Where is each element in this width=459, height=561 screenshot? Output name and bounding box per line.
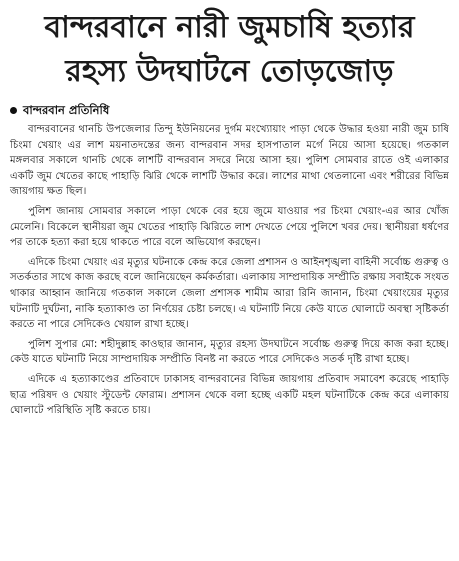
paragraph: এদিকে এ হত্যাকাণ্ডের প্রতিবাদে ঢাকাসহ বান্দরবানের বিভিন্ন জায়গায় প্রতিবাদ সমাবেশ করেছে পাহাড়ি ছাত্র পরিষদ ও খেয়াং স্টুডেন্ট ফোরাম। প্রশাসন থেকে বলা হচ্ছে একটি মহল ঘটনাটিকে কেন্দ্র করে এলাকায় ঘোলাটে পরিস্থিতি সৃষ্টি করতে চায়। [10,373,449,417]
headline [10,6,449,94]
paragraph: বান্দরবানের থানচি উপজেলার তিন্দু ইউনিয়নের দুর্গম মংখ্যোয়াং পাড়া থেকে উদ্ধার হওয়া নারী জুম চাষি চিংমা খেয়াং এর লাশ ময়নাতদন্তের জন্য বান্দরবান সদর হাসপাতাল মর্গে নিয়ে আসা হয়েছে। গতকাল মঙ্গলবার সকালে থানচি থেকে লাশটি বান্দরবান সদরে নিয়ে আসা হয়। পুলিশ সোমবার রাতে ওই এলাকার একটি জুম খেতের কাছে পাহাড়ি ঝিরি থেকে লাশটি উদ্ধার করে। লাশের মাথা থেতলানো এবং শরীরের বিভিন্ন জায়গায় ক্ষত ছিল। [10,124,449,198]
byline-text: বান্দরবান প্রতিনিধি [23,103,110,117]
byline [10,102,449,118]
article-body [10,122,449,419]
headline-line-1: বান্দরবানে নারী জুমচাষি হত্যার [44,10,415,45]
paragraph: পুলিশ সুপার মো: শহীদুল্লাহ কাওছার জানান, মৃত্যুর রহস্য উদঘাটনে সর্বোচ্চ গুরুত্ব দিয়ে কাজ করা হচ্ছে। কেউ যাতে ঘটনাটি নিয়ে সাম্প্রদায়িক সম্প্রীতি বিনষ্ট না করতে পারে সেদিকেও সতর্ক দৃষ্টি রাখা হচ্ছে। [10,338,449,366]
paragraph: এদিকে চিংমা খেয়াং এর মৃত্যুর ঘটনাকে কেন্দ্র করে জেলা প্রশাসন ও আইনশৃঙ্খলা বাহিনী সর্বোচ্চ গুরুত্ব ও সতর্কতার সাথে কাজ করছে বলে জানিয়েছেন কর্মকর্তারা। এলাকায় সাম্প্রদায়িক সম্প্রীতি রক্ষায় সবাইকে সংযত থাকার আহ্বান জানিয়ে গতকাল সকালে জেলা প্রশাসক শামীম আরা রিনি জানান, চিংমা খেয়াংয়ের মৃত্যুর ঘটনাটি দুর্ঘটনা, নাকি হত্যাকাণ্ড তা নির্ণয়ের চেষ্টা চলছে। এ ঘটনাটি নিয়ে কেউ যাতে ঘোলাটে অবস্থা সৃষ্টিকর্তা করতে না পারে সেদিকেও খেয়াল রাখা হচ্ছে। [10,256,449,331]
paragraph: পুলিশ জানায় সোমবার সকালে পাড়া থেকে বের হয়ে জুমে যাওয়ার পর চিংমা খেয়াং-এর আর খোঁজ মেলেনি। বিকেলে স্থানীয়রা জুম খেতের পাহাড়ি ঝিরিতে লাশ দেখতে পেয়ে পুলিশে খবর দেয়। স্থানীয়রা ধর্ষণের পর তাকে হত্যা করা হয়ে থাকতে পারে বলে অভিযোগ করছেন। [10,205,449,249]
bullet-icon [10,107,17,114]
headline-line-2: রহস্য উদঘাটনে তোড়জোড় [65,54,394,89]
